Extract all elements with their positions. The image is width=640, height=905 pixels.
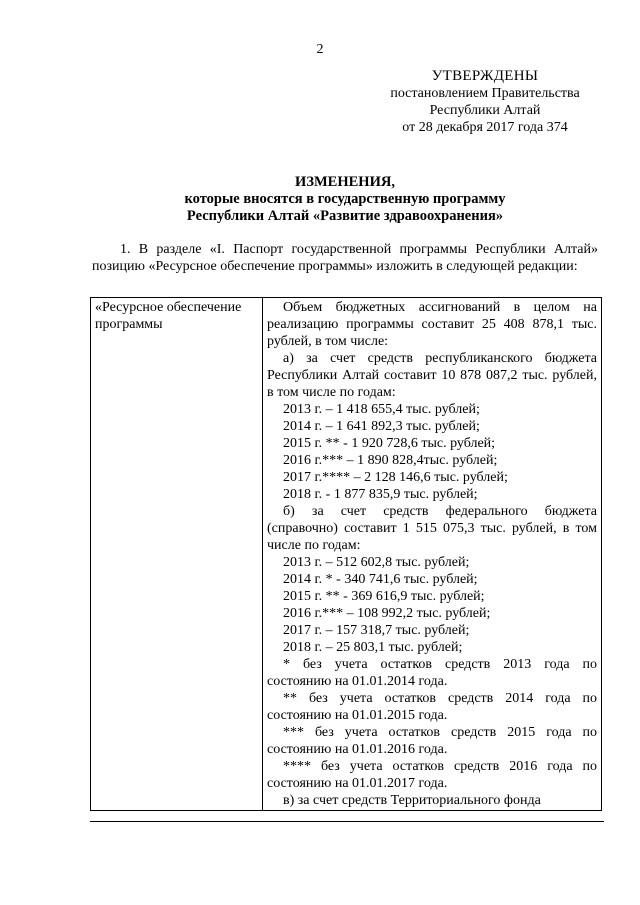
year-line: 2017 г.**** – 2 128 146,6 тыс. рублей; [283,470,508,485]
approval-heading: УТВЕРЖДЕНЫ [431,68,539,84]
approval-line: Республики Алтай [429,103,541,118]
approval-date: от 28 декабря 2017 года 374 [402,120,568,135]
paragraph-federal: б) за счет средств федерального бюджета (справочно) составит 1 515 075,3 тыс. рублей, в том числе по годам: [267,504,597,553]
table-cell-label: «Ресурсное обеспечение программы [91,298,263,811]
year-line: 2013 г. – 512 602,8 тыс. рублей; [283,555,470,570]
year-line: 2015 г. ** - 1 920 728,6 тыс. рублей; [283,436,496,451]
year-line: 2015 г. ** - 369 616,9 тыс. рублей; [283,589,485,604]
approval-line: постановлением Правительства [390,86,580,101]
year-line: 2016 г.*** – 1 890 828,4тыс. рублей; [283,453,498,468]
footnote: ** без учета остатков средств 2014 года по состоянию на 01.01.2015 года. [267,691,597,723]
year-line: 2017 г. – 157 318,7 тыс. рублей; [283,623,470,638]
title-line: ИЗМЕНЕНИЯ, [295,174,395,190]
paragraph-territorial-fund: в) за счет средств Территориального фонда [283,793,541,808]
year-line: 2014 г. – 1 641 892,3 тыс. рублей; [283,419,480,434]
approval-block [360,68,610,136]
page-bottom-margin [88,822,604,902]
paragraph-total: Объем бюджетных ассигнований в целом на реализацию программы составит 25 408 878,1 тыс. рублей, в том числе: [267,300,597,349]
intro-paragraph: 1. В разделе «I. Паспорт государственной программы Республики Алтай» позицию «Ресурсное обеспечение программы» изложить в следующей редакции: [92,242,598,274]
footnote: * без учета остатков средств 2013 года по состоянию на 01.01.2014 года. [267,657,597,689]
document-title [90,174,600,225]
year-line: 2013 г. – 1 418 655,4 тыс. рублей; [283,402,480,417]
table-cell-content [263,298,602,811]
page-number: 2 [316,42,324,57]
footnote: *** без учета остатков средств 2015 года по состоянию на 01.01.2016 года. [267,725,597,757]
resource-table [90,297,602,811]
year-line: 2018 г. – 25 803,1 тыс. рублей; [283,640,463,655]
paragraph-regional: а) за счет средств республиканского бюджета Республики Алтай составит 10 878 087,2 тыс. рублей, в том числе по годам: [267,351,597,400]
year-line: 2014 г. * - 340 741,6 тыс. рублей; [283,572,478,587]
year-line: 2018 г. - 1 877 835,9 тыс. рублей; [283,487,478,502]
title-line: которые вносятся в государственную программу [184,191,506,207]
year-line: 2016 г.*** – 108 992,2 тыс. рублей; [283,606,491,621]
table-bottom-border [90,821,604,822]
table-row [91,298,602,811]
title-line: Республики Алтай «Развитие здравоохранения» [186,208,504,224]
footnote: **** без учета остатков средств 2016 года по состоянию на 01.01.2017 года. [267,759,597,791]
